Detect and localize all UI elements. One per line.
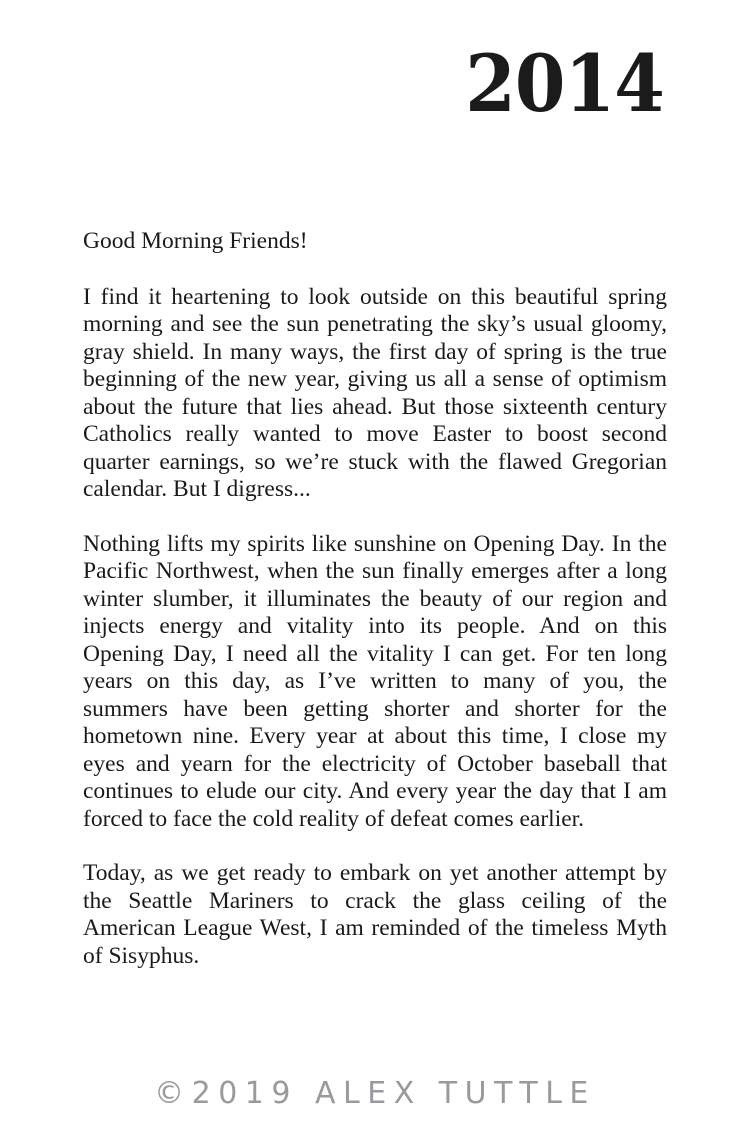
copyright-notice: ©2019 ALEX TUTTLE (154, 1076, 596, 1111)
salutation: Good Morning Friends! (83, 228, 308, 254)
body-paragraph-3: Today, as we get ready to embark on yet another attempt by the Seattle Mariners to crack the glass ceiling of the American League West, I am reminded of the timeless Myth of Sisyphus. (83, 860, 667, 969)
year-heading (0, 37, 750, 130)
body-paragraph-2: Nothing lifts my spirits like sunshine on Opening Day. In the Pacific Northwest, when the sun finally emerges after a long winter slumber, it illuminates the beauty of our region and injects energy and vitality into its people. And on this Opening Day, I need all the vitality I can get. For ten long years on this day, as I’ve written to many of you, the summers have been getting shorter and shorter for the hometown nine. Every year at about this time, I close my eyes and yearn for the electricity of October baseball that continues to elude our city. And every year the day that I am forced to face the cold reality of defeat comes earlier. (83, 530, 667, 832)
body-paragraph-1: I find it heartening to look outside on this beautiful spring morning and see the sun penetrating the sky’s usual gloomy, gray shield. In many ways, the first day of spring is the true beginning of the new year, giving us all a sense of optimism about the future that lies ahead. But those sixteenth century Catholics really wanted to move Easter to boost second quarter earnings, so we’re stuck with the flawed Gregorian calendar. But I digress... (83, 283, 667, 502)
footer-credit (0, 1076, 750, 1112)
letter-body (83, 228, 667, 970)
year-heading-text: 2014 (465, 37, 664, 130)
